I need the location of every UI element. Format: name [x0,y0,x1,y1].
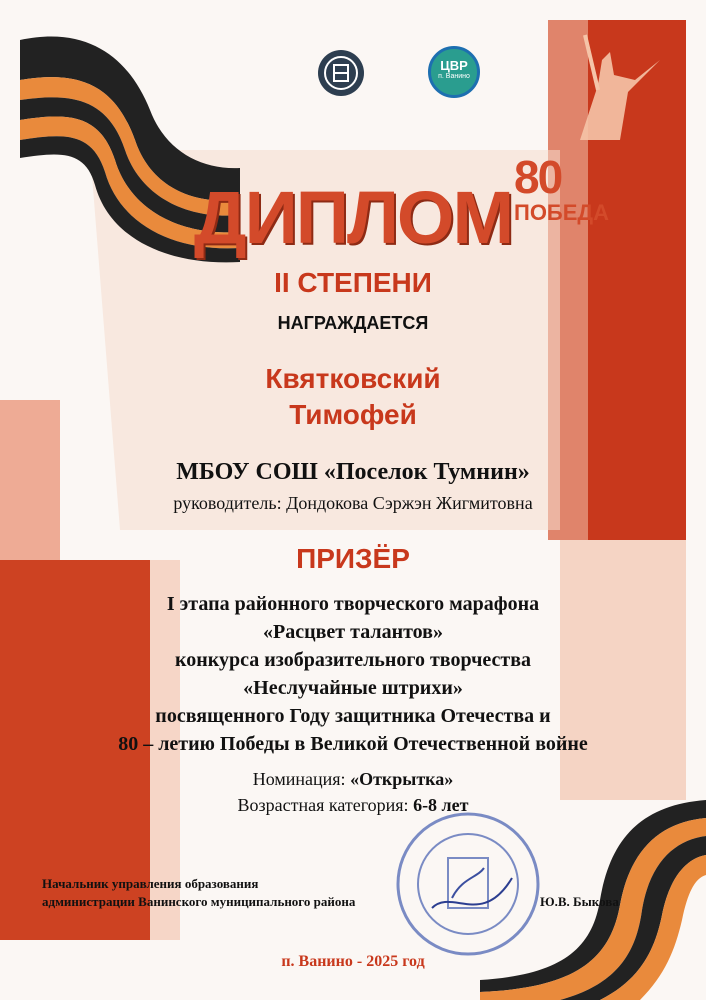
school-leader: руководитель: Дондокова Сэржэн Жигмитовна [173,493,533,513]
age-value: 6-8 лет [413,795,469,815]
event-line-2: «Расцвет талантов» [263,621,443,643]
cvr-logo-sub: п. Ванино [438,73,470,80]
victory-word: ПОБЕДА [514,200,609,225]
diploma-title: ДИПЛОМ [193,176,513,259]
event-line-3: конкурса изобразительного творчества [174,649,531,671]
footer-place-year: п. Ванино - 2025 год [281,953,425,970]
event-line-4: «Неслучайные штрихи» [243,677,463,699]
award-status: ПРИЗЁР [296,543,410,574]
event-line-5: посвященного Году защитника Отечества и [155,705,551,727]
school-name: МБОУ СОШ «Поселок Тумнин» [176,459,530,485]
diploma-degree: II СТЕПЕНИ [274,267,432,298]
recipient-surname: Квятковский [265,363,441,394]
nomination-line [0,768,706,790]
event-line-1: I этапа районного творческого марафона [166,593,540,615]
event-line-6: 80 – летию Победы в Великой Отечественной войне [118,733,588,755]
signature-position-line-2: администрации Ванинского муниципального района [42,894,356,909]
cvr-logo [428,46,480,98]
age-line [0,794,706,816]
emblem-glyph [318,50,364,96]
signature-position-line-1: Начальник управления образования [42,876,259,891]
nomination-label: Номинация: [252,769,346,789]
recipient-name: Тимофей [289,399,417,430]
age-label: Возрастная категория: [237,795,409,815]
cvr-logo-main: ЦВР [440,58,468,73]
victory-number: 80 [514,151,562,203]
nomination-value: «Открытка» [350,769,454,789]
official-stamp [392,808,544,960]
institution-emblem-icon [318,50,364,96]
signatory-name: Ю.В. Быкова [540,894,619,909]
awarded-label: НАГРАЖДАЕТСЯ [277,313,429,333]
